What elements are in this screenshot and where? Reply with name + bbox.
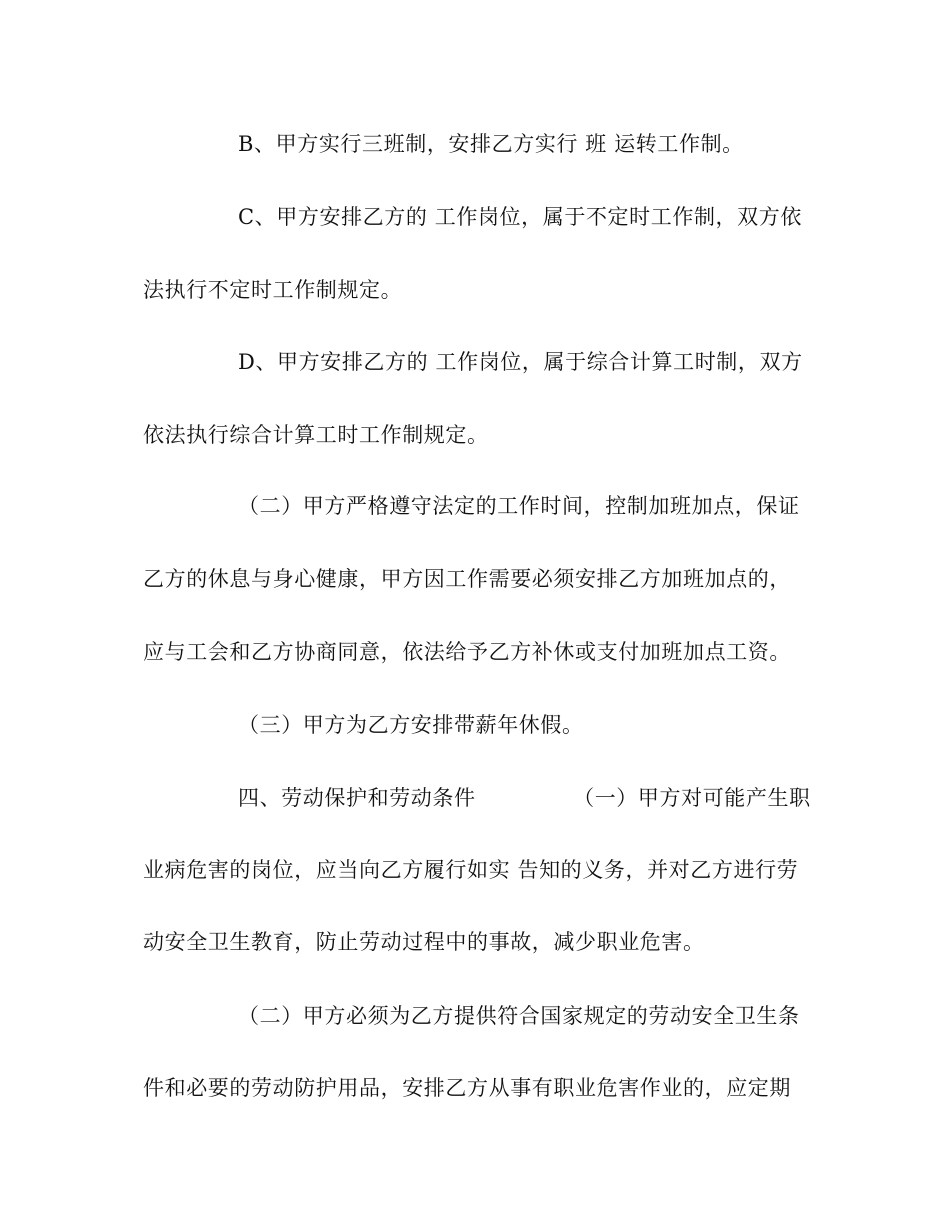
paragraph-line: B、甲方实行三班制，安排乙方实行 班 运转工作制。 [238,132,744,156]
paragraph-line: （二）甲方必须为乙方提供符合国家规定的劳动安全卫生条 [238,1004,800,1028]
paragraph-line: 应与工会和乙方协商同意，依法给予乙方补休或支付加班加点工资。 [143,640,791,664]
paragraph-line: 件和必要的劳动防护用品，安排乙方从事有职业危害作业的，应定期 [143,1076,791,1100]
paragraph-line: 依法执行综合计算工时工作制规定。 [143,423,489,447]
paragraph-line: 法执行不定时工作制规定。 [143,278,403,302]
paragraph-line: 乙方的休息与身心健康，甲方因工作需要必须安排乙方加班加点的， [143,567,791,591]
paragraph-line: D、甲方安排乙方的 工作岗位，属于综合计算工时制，双方 [238,350,803,374]
paragraph-line: C、甲方安排乙方的 工作岗位，属于不定时工作制，双方依 [238,205,802,229]
section-heading-line: 四、劳动保护和劳动条件 （一）甲方对可能产生职 [238,786,811,810]
paragraph-line: （三）甲方为乙方安排带薪年休假。 [238,713,584,737]
paragraph-line: 业病危害的岗位，应当向乙方履行如实 告知的义务，并对乙方进行劳 [143,858,799,882]
paragraph-line: 动安全卫生教育，防止劳动过程中的事故，减少职业危害。 [143,930,705,954]
paragraph-line: （二）甲方严格遵守法定的工作时间，控制加班加点，保证 [238,494,800,518]
